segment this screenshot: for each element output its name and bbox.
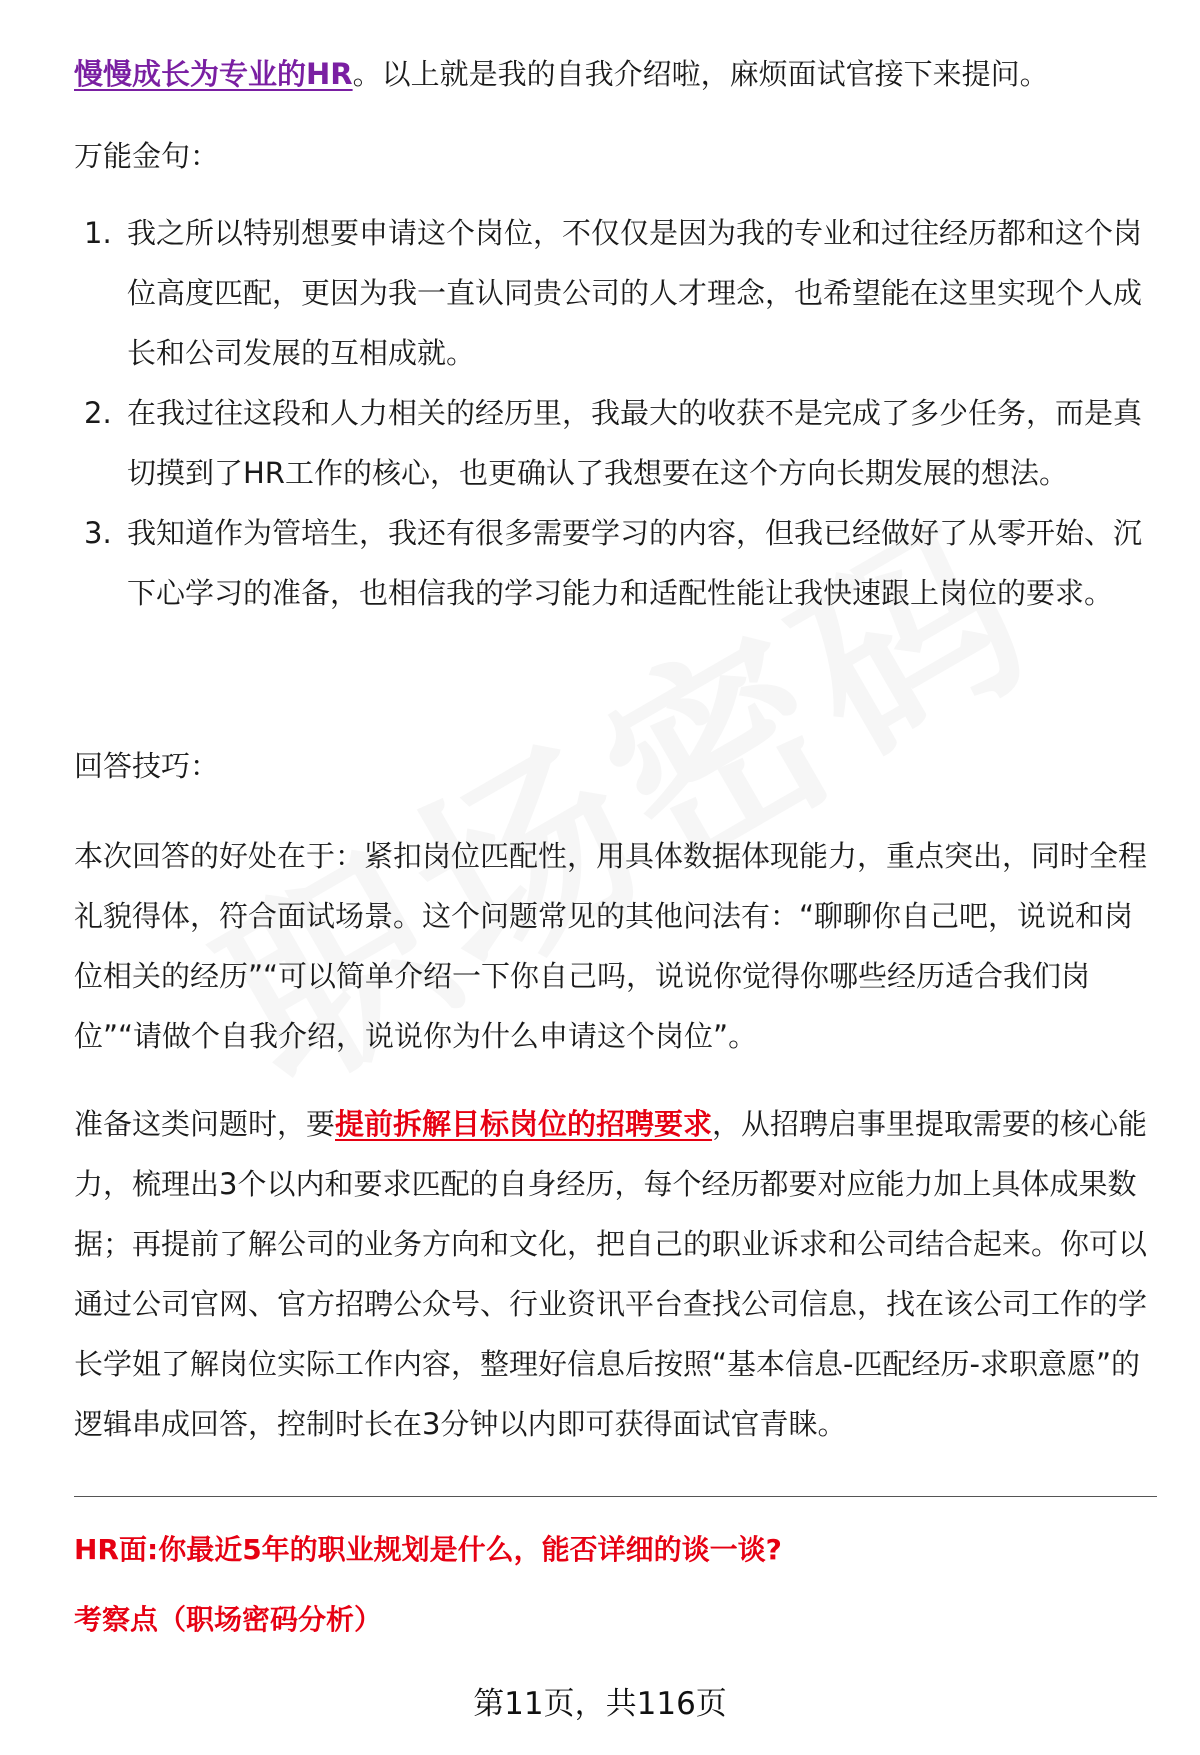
- list-item: [74, 503, 1157, 623]
- tips-highlight-link[interactable]: 提前拆解目标岗位的招聘要求: [335, 1107, 713, 1141]
- tips-paragraph-2-lead: 准备这类问题时，要: [74, 1107, 336, 1141]
- list-item: [74, 383, 1157, 503]
- list-item-text: 我知道作为管培生，我还有很多需要学习的内容，但我已经做好了从零开始、沉下心学习的准备，也相信我的学习能力和适配性能让我快速跟上岗位的要求。: [127, 516, 1143, 610]
- golden-sentences-heading: 万能金句：: [74, 139, 220, 173]
- next-question-subtitle: 考察点（职场密码分析）: [74, 1603, 383, 1636]
- intro-paragraph: [74, 44, 1157, 104]
- tips-heading: 回答技巧：: [74, 749, 220, 783]
- list-item-number: 1.: [84, 216, 112, 250]
- document-page: [74, 0, 1157, 1755]
- list-item-text: 我之所以特别想要申请这个岗位，不仅仅是因为我的专业和过往经历都和这个岗位高度匹配，更因为我一直认同贵公司的人才理念，也希望能在这里实现个人成长和公司发展的互相成就。: [127, 216, 1143, 370]
- list-item-number: 2.: [84, 396, 112, 430]
- golden-sentences-list: [74, 203, 1157, 623]
- section-divider: [74, 1496, 1157, 1497]
- next-question-title: HR面:你最近5年的职业规划是什么，能否详细的谈一谈?: [74, 1533, 782, 1566]
- list-item-text: 在我过往这段和人力相关的经历里，我最大的收获不是完成了多少任务，而是真切摸到了HR工作的核心，也更确认了我想要在这个方向长期发展的想法。: [127, 396, 1143, 490]
- list-item: [74, 203, 1157, 383]
- intro-highlight-link[interactable]: 慢慢成长为专业的HR: [74, 57, 353, 91]
- tips-paragraph-1: 本次回答的好处在于：紧扣岗位匹配性，用具体数据体现能力，重点突出，同时全程礼貌得体，符合面试场景。这个问题常见的其他问法有：“聊聊你自己吧，说说和岗位相关的经历”“可以简单介绍一下你自己吗，说说你觉得你哪些经历适合我们岗位”“请做个自我介绍，说说你为什么申请这个岗位”。: [74, 839, 1148, 1053]
- page-number: 第11页，共116页: [473, 1686, 727, 1722]
- tips-paragraph-2: [74, 1094, 1157, 1454]
- intro-rest-text: 。以上就是我的自我介绍啦，麻烦面试官接下来提问。: [352, 57, 1049, 91]
- list-item-number: 3.: [84, 516, 112, 550]
- tips-paragraph-2-body: ，从招聘启事里提取需要的核心能力，梳理出3个以内和要求匹配的自身经历，每个经历都要对应能力加上具体成果数据；再提前了解公司的业务方向和文化，把自己的职业诉求和公司结合起来。你可以通过公司官网、官方招聘公众号、行业资讯平台查找公司信息，找在该公司工作的学长学姐了解岗位实际工作内容，整理好信息后按照“基本信息-匹配经历-求职意愿”的逻辑串成回答，控制时长在3分钟以内即可获得面试官青睐。: [74, 1107, 1148, 1441]
